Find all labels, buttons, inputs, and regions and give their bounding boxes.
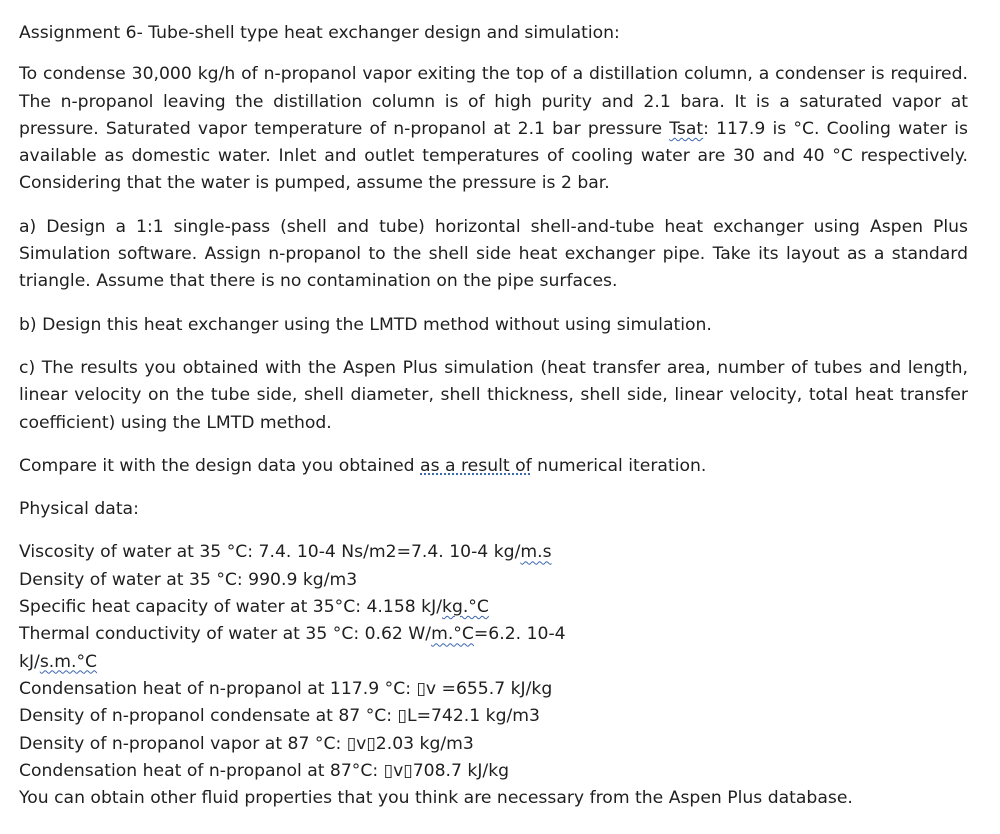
thermal-conductivity-suffix: =6.2. 10-4 [473, 624, 566, 645]
thermal-conductivity-line [19, 621, 968, 648]
part-b-paragraph: b) Design this heat exchanger using the LMTD method without using simulation. [19, 314, 712, 335]
viscosity-unit: m.s [520, 542, 552, 563]
intro-text-part2: : 117.9 is °C. Cooling water is available as domestic water. Inlet and outlet temperatures of cooling water are 30 and 40 °C respectively. Considering that the water is pumped, assume the pressure is 2 bar. [19, 118, 969, 194]
viscosity-text: Viscosity of water at 35 °C: 7.4. 10-4 Ns/m2=7.4. 10-4 kg/ [19, 542, 521, 563]
part-c-paragraph: c) The results you obtained with the Aspen Plus simulation (heat transfer area, number of tubes and length, linear velocity on the tube side, shell diameter, shell thickness, shell side, linear velocity, total heat transfer coefficient) using the LMTD method. [19, 357, 968, 433]
part-a-paragraph: a) Design a 1:1 single-pass (shell and tube) horizontal shell-and-tube heat exchanger using Aspen Plus Simulation software. Assign n-propanol to the shell side heat exchanger pipe. Take its layout as a standard triangle. Assume that there is no contamination on the pipe surfaces. [19, 216, 968, 292]
thermal-conductivity-unit: m.°C [431, 624, 474, 645]
thermal-conductivity-text: Thermal conductivity of water at 35 °C: 0.62 W/ [19, 624, 432, 645]
thermal-conductivity-unit-2: s.m.°C [39, 651, 98, 672]
specific-heat-line [19, 594, 968, 621]
thermal-conductivity-line-2 [19, 649, 968, 676]
compare-text-after: numerical iteration. [531, 455, 707, 476]
closing-line: You can obtain other fluid properties that you think are necessary from the Aspen Plus database. [19, 788, 853, 809]
compare-underlined-phrase: as a result of [420, 455, 532, 476]
intro-text-part1: To condense 30,000 kg/h of n-propanol vapor exiting the top of a distillation column, a condenser is required. The n-propanol leaving the distillation column is of high purity and 2.1 bara. It is a saturated vapor at pressure. Saturated vapor temperature of n-propanol at 2.1 bar pressure [19, 64, 968, 139]
specific-heat-unit: kg.°C [441, 597, 489, 618]
thermal-conductivity-line2-text: kJ/ [19, 651, 40, 672]
viscosity-line [19, 539, 968, 566]
specific-heat-text: Specific heat capacity of water at 35°C: 4.158 kJ/ [19, 597, 442, 618]
physical-data-heading: Physical data: [19, 499, 139, 520]
tsat-term: Tsat [669, 118, 704, 139]
document-title: Assignment 6- Tube-shell type heat exchanger design and simulation: [19, 23, 620, 43]
density-condensate-line: Density of n-propanol condensate at 87 °C: ▯L=742.1 kg/m3 [19, 706, 540, 727]
compare-paragraph [19, 453, 968, 480]
physical-data-list [19, 539, 968, 812]
density-water-line: Density of water at 35 °C: 990.9 kg/m3 [19, 569, 358, 590]
condensation-heat-87-line: Condensation heat of n-propanol at 87°C: ▯v▯708.7 kJ/kg [19, 760, 510, 781]
compare-text-before: Compare it with the design data you obtained [19, 455, 421, 476]
intro-paragraph [19, 61, 968, 197]
condensation-heat-117-line: Condensation heat of n-propanol at 117.9 °C: ▯v =655.7 kJ/kg [19, 678, 553, 699]
density-vapor-line: Density of n-propanol vapor at 87 °C: ▯v▯2.03 kg/m3 [19, 733, 474, 754]
